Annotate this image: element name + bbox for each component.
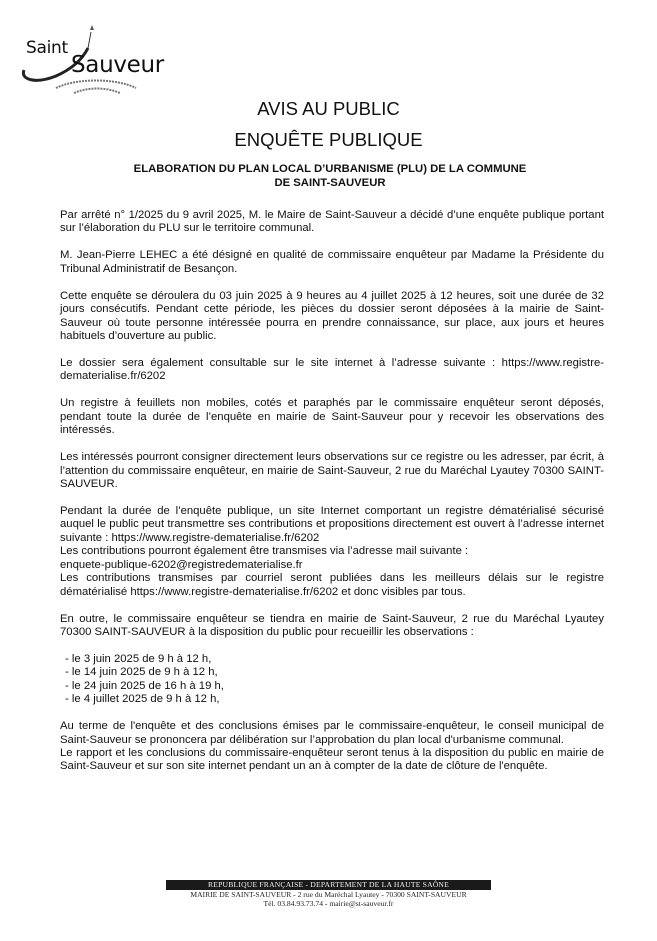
paragraph-commissaire: M. Jean-Pierre LEHEC a été désigné en qualité de commissaire enquêteur par Madame la Présidente du Tribunal Administratif de Besançon. xyxy=(60,249,604,275)
paragraph-arrete: Par arrêté n° 1/2025 du 9 avril 2025, M. le Maire de Saint-Sauveur a décidé d’une enquête publique portant sur l’élaboration du PLU sur le territoire communal. xyxy=(60,209,604,235)
paragraph-rapport: Le rapport et les conclusions du commissaire-enquêteur seront tenus à la disposition du public en mairie de Saint-Sauveur et sur son site internet pendant un an à compter de la date de clôture de l'enquête. xyxy=(60,746,604,773)
footer-contact: Tél. 03.84.93.73.74 - mairie@st-sauveur.fr xyxy=(263,899,394,908)
paragraph-mail-intro: Les contributions pourront également être transmises via l’adresse mail suivante : xyxy=(60,545,469,558)
email-address: enquete-publique-6202@registredematerialise.fr xyxy=(60,558,303,571)
saint-sauveur-logo xyxy=(16,18,176,94)
logo-text-saint: Saint xyxy=(26,38,68,58)
list-item: - le 24 juin 2025 de 16 h à 19 h, xyxy=(65,679,224,692)
list-item: - le 14 juin 2025 de 9 h à 12 h, xyxy=(65,666,218,679)
notice-body xyxy=(60,209,604,774)
paragraph-conclusion: Au terme de l'enquête et des conclusions émises par le commissaire-enquêteur, le conseil municipal de Saint-Sauveur se prononcera par délibération sur l’approbation du plan local d'urbanisme communal. xyxy=(60,720,604,746)
list-item: - le 3 juin 2025 de 9 h à 12 h, xyxy=(65,652,212,665)
list-item: - le 4 juillet 2025 de 9 h à 12 h, xyxy=(65,693,220,706)
footer-band: REPUBLIQUE FRANÇAISE - DEPARTEMENT DE LA HAUTE SAÔNE xyxy=(166,880,491,890)
paragraph-dossier-en-ligne: Le dossier sera également consultable sur le site internet à l’adresse suivante : https://www.registre-dematerialise.fr/6202 xyxy=(60,357,604,383)
paragraph-dates: Cette enquête se déroulera du 03 juin 2025 à 9 heures au 4 juillet 2025 à 12 heures, soit une durée de 32 jours consécutifs. Pendant cette période, les pièces du dossier seront déposées à la mairie de Saint-Sauveur où toute personne intéressée pourra en prendre connaissance, sur place, aux jours et heures habituels d’ouverture au public. xyxy=(60,289,604,343)
permanences-list xyxy=(60,653,604,707)
notice-object: ELABORATION DU PLAN LOCAL D’URBANISME (PLU) DE LA COMMUNE DE SAINT-SAUVEUR xyxy=(133,163,527,189)
paragraph-registre: Un registre à feuillets non mobiles, cotés et paraphés par le commissaire enquêteur seront déposés, pendant toute la durée de l’enquête en mairie de Saint-Sauveur pour y recevoir les observations des intéressés. xyxy=(60,397,604,437)
logo-text-sauveur: Sauveur xyxy=(71,52,164,78)
footer-address: MAIRIE DE SAINT-SAUVEUR - 2 rue du Maréchal Lyautey - 70300 SAINT-SAUVEUR xyxy=(190,889,467,899)
notice-subtitle: ENQUÊTE PUBLIQUE xyxy=(234,129,423,150)
notice-title: AVIS AU PUBLIC xyxy=(257,98,400,119)
letterhead-footer xyxy=(0,880,657,909)
paragraph-permanences-intro: En outre, le commissaire enquêteur se tiendra en mairie de Saint-Sauveur, 2 rue du Maréchal Lyautey 70300 SAINT-SAUVEUR à la disposition du public pour recueillir les observations : xyxy=(60,612,604,638)
paragraph-registre-dematerialise: Pendant la durée de l’enquête publique, un site Internet comportant un registre dématérialisé sécurisé auquel le public peut transmettre ses contributions et propositions directement est ouvert à l’adresse internet suivante : https://www.registre-dematerialise.fr/6202 xyxy=(60,505,604,544)
paragraph-observations: Les intéressés pourront consigner directement leurs observations sur ce registre ou les adresser, par écrit, à l’attention du commissaire enquêteur, en mairie de Saint-Sauveur, 2 rue du Maréchal Lyautey 70300 SAINT-SAUVEUR. xyxy=(60,451,604,491)
paragraph-publication: Les contributions transmises par courriel seront publiées dans les meilleurs délais sur le registre dématérialisé https://www.registre-dematerialise.fr/6202 et donc visibles par tous. xyxy=(60,572,604,598)
